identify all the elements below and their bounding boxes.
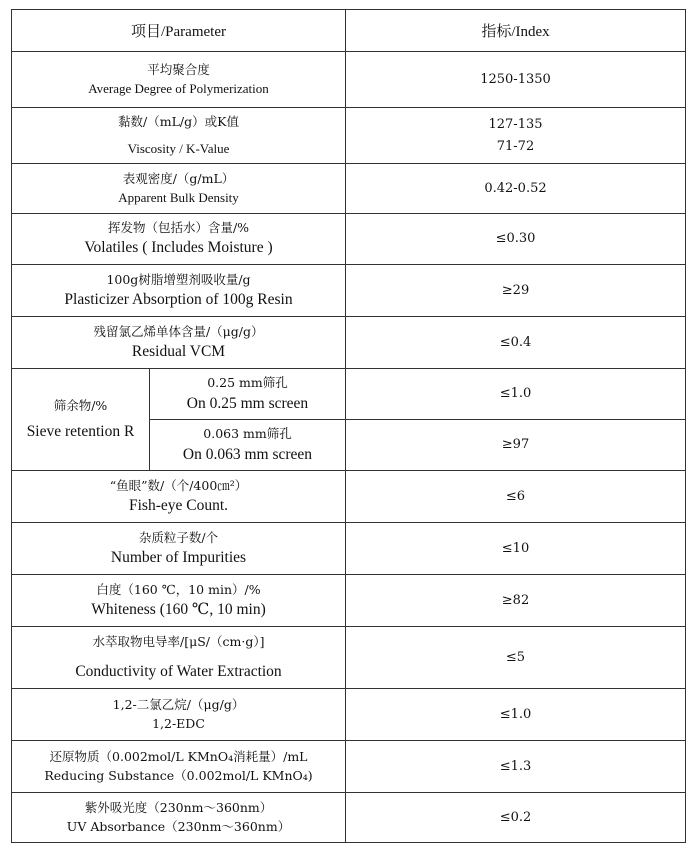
parameter-cell	[12, 471, 346, 523]
parameter-en: Reducing Substance（0.002mol/L KMnO₄)	[44, 767, 313, 783]
table-row	[12, 108, 686, 164]
parameter-zh: 紫外吸光度（230nm～360nm）	[84, 799, 273, 815]
table-row	[12, 523, 686, 575]
value-line: 127-135	[488, 116, 543, 132]
parameter-zh: 筛余物/%	[53, 397, 108, 413]
parameter-zh: 表观密度/（g/mL）	[122, 170, 235, 186]
parameter-cell	[12, 317, 346, 369]
sub-en: On 0.25 mm screen	[186, 395, 309, 412]
parameter-zh: 挥发物（包括水）含量/%	[107, 220, 250, 235]
parameter-zh: “鱼眼”数/（个/400㎝²）	[109, 477, 248, 493]
parameter-cell	[12, 108, 346, 164]
parameter-en: Viscosity / K-Value	[127, 140, 230, 156]
value-cell: ≤0.4	[346, 317, 686, 369]
table-row	[12, 793, 686, 843]
parameter-zh: 平均聚合度	[147, 61, 210, 77]
table-row	[12, 575, 686, 627]
parameter-cell	[12, 164, 346, 214]
table-row	[12, 164, 686, 214]
parameter-cell	[12, 689, 346, 741]
header-parameter: 项目/Parameter	[12, 10, 346, 52]
table-row	[12, 369, 686, 420]
sub-en: On 0.063 mm screen	[182, 446, 313, 463]
parameter-en: Residual VCM	[131, 342, 226, 360]
sieve-parameter-cell	[12, 369, 150, 471]
value-cell: ≤6	[346, 471, 686, 523]
value-cell: 0.42-0.52	[346, 164, 686, 214]
spec-table	[11, 9, 686, 843]
value-cell: ≤0.30	[346, 214, 686, 265]
table-row	[12, 214, 686, 265]
parameter-en: Average Degree of Polymerization	[88, 80, 269, 96]
value-cell: 1250-1350	[346, 52, 686, 108]
table-row	[12, 471, 686, 523]
header-index: 指标/Index	[346, 10, 686, 52]
parameter-cell	[12, 52, 346, 108]
parameter-cell	[12, 575, 346, 627]
parameter-en: Volatiles ( Includes Moisture )	[84, 239, 273, 256]
value-cell: ≥82	[346, 575, 686, 627]
value-cell: ≤5	[346, 627, 686, 689]
value-cell: ≤1.3	[346, 741, 686, 793]
table-row	[12, 689, 686, 741]
parameter-cell	[12, 627, 346, 689]
value-cell: ≤0.2	[346, 793, 686, 843]
parameter-zh: 残留氯乙烯单体含量/（μg/g）	[93, 323, 264, 339]
sub-zh: 0.063 mm筛孔	[203, 426, 292, 441]
parameter-en: Fish-eye Count.	[128, 496, 229, 514]
sieve-sub-cell	[150, 369, 346, 420]
parameter-en: Whiteness (160 ℃, 10 min)	[91, 600, 266, 618]
parameter-cell	[12, 523, 346, 575]
parameter-cell	[12, 793, 346, 843]
parameter-en: Plasticizer Absorption of 100g Resin	[64, 290, 293, 308]
parameter-en: UV Absorbance（230nm～360nm）	[66, 818, 291, 834]
table-row	[12, 52, 686, 108]
value-cell: ≤10	[346, 523, 686, 575]
value-cell	[346, 108, 686, 164]
parameter-en: Conductivity of Water Extraction	[75, 662, 282, 680]
parameter-cell	[12, 741, 346, 793]
value-cell: ≤1.0	[346, 369, 686, 420]
value-cell: ≥29	[346, 265, 686, 317]
table-row	[12, 317, 686, 369]
parameter-cell	[12, 265, 346, 317]
sub-zh: 0.25 mm筛孔	[207, 375, 288, 390]
parameter-zh: 白度（160 ℃，10 min）/%	[96, 581, 261, 597]
table-row	[12, 741, 686, 793]
value-line: 71-72	[496, 138, 535, 154]
parameter-zh: 还原物质（0.002mol/L KMnO₄消耗量）/mL	[49, 748, 308, 764]
parameter-zh: 杂质粒子数/个	[138, 529, 219, 545]
value-cell: ≥97	[346, 420, 686, 471]
parameter-en: Sieve retention R	[26, 422, 135, 440]
parameter-zh: 黏数/（mL/g）或K值	[118, 113, 239, 129]
parameter-cell	[12, 214, 346, 265]
value-cell: ≤1.0	[346, 689, 686, 741]
parameter-zh: 水萃取物电导率/[μS/（cm·g）]	[92, 633, 265, 649]
table-header-row	[12, 10, 686, 52]
parameter-en: Number of Impurities	[110, 548, 247, 566]
parameter-en: Apparent Bulk Density	[118, 189, 239, 205]
parameter-zh: 100g树脂增塑剂吸收量/g	[106, 271, 251, 287]
table-row	[12, 627, 686, 689]
sieve-sub-cell	[150, 420, 346, 471]
parameter-en: 1,2-EDC	[152, 715, 205, 731]
parameter-zh: 1,2-二氯乙烷/（μg/g）	[112, 696, 245, 712]
table-row	[12, 265, 686, 317]
